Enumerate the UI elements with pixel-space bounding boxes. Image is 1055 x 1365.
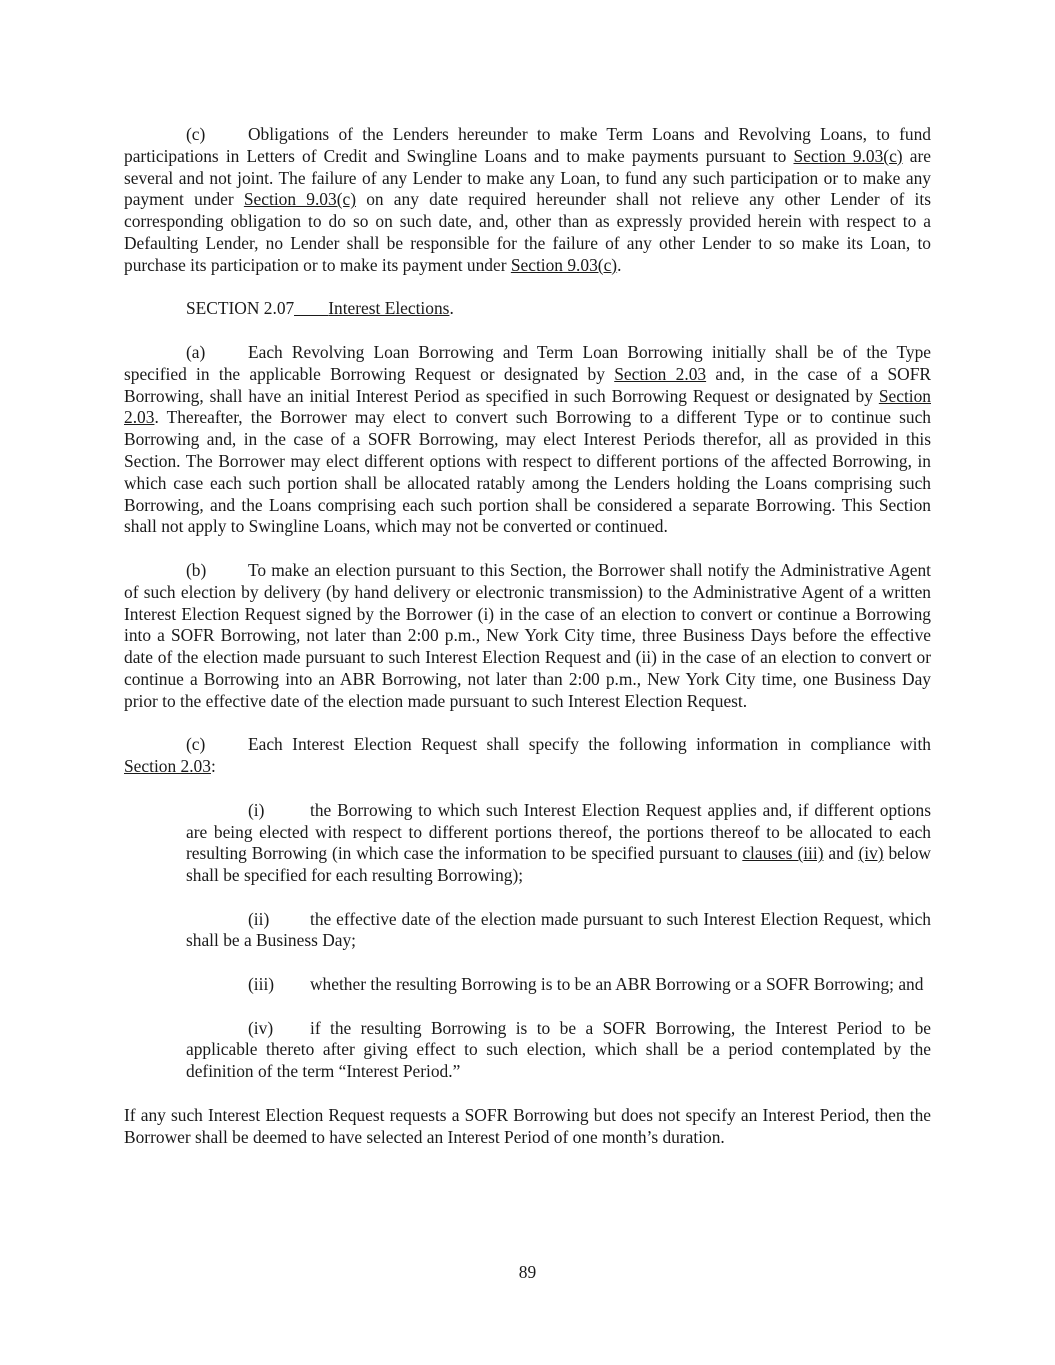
heading-underline-gap [294,299,328,316]
paragraph-c-obligations [124,124,931,277]
clause-reference: clauses (iii) [742,843,824,864]
paragraph-text: are several and not joint. The failure of any Lender to make any Loan, to fund any such participation or to make any payment under [124,145,932,210]
clause-iv [186,1018,931,1083]
section-reference: Section 9.03(c) [510,254,618,275]
section-reference: Section 2.03 [124,756,211,777]
clause-label: (i) [248,799,265,820]
section-reference: Section 2.03 [614,363,707,384]
paragraph-text: . [617,254,622,275]
paragraph-c-specify [124,734,931,778]
clause-text: the Borrowing to which such Interest Election Request applies and, if different options are being elected with respect to different portions thereof, the portions thereof to be allocated to each resulting Borrowing (in which case the information to be specified pursuant to [186,799,931,864]
clause-text: whether the resulting Borrowing is to be an ABR Borrowing or a SOFR Borrowing; and [310,974,924,995]
paragraph-text: and, in the case of a SOFR Borrowing, shall have an initial Interest Period as specified in such Borrowing Request or designated by [124,363,931,406]
section-reference: Section 9.03(c) [243,189,356,210]
paragraph-text: If any such Interest Election Request requests a SOFR Borrowing but does not specify an Interest Period, then the Borrower shall be deemed to have selected an Interest Period of one month’s duration. [124,1104,931,1147]
page-number: 89 [518,1262,537,1282]
paragraph-a [124,342,931,538]
clause-label: (iv) [248,1017,274,1038]
clause-ii [186,909,931,953]
section-title: Interest Elections [328,298,450,319]
clause-text: and [823,843,859,864]
paragraph-text: . Thereafter, the Borrower may elect to convert such Borrowing to a different Type or to continue such Borrowing and, in the case of a SOFR Borrowing, may elect Interest Periods therefor, all as provided in this Section. The Borrower may elect different options with respect to different portions of the affected Borrowing, in which case each such portion shall be allocated ratably among the Lenders holding the Loans comprising such Borrowing, and the Loans comprising each such portion shall be considered a separate Borrowing. This Section shall not apply to Swingline Loans, which may not be converted or continued. [124,407,931,537]
paragraph-label: (b) [186,559,207,580]
paragraph-text: on any date required hereunder shall not relieve any other Lender of its corresponding obligation to do so on such date, and, other than as expressly provided herein with respect to a Defaulting Lender, no Lender shall be responsible for the failure of any other Lender to so make its Loan, to purchase its participation or to make its payment under [124,189,931,275]
paragraph-text: Each Interest Election Request shall specify the following information in compliance with [248,734,931,755]
clause-text: if the resulting Borrowing is to be a SOFR Borrowing, the Interest Period to be applicable thereto after giving effect to such election, which shall be a period contemplated by the definition of the term “Interest Period.” [186,1017,931,1082]
clause-reference: (iv) [858,843,884,864]
paragraph-text: Each Revolving Loan Borrowing and Term Loan Borrowing initially shall be of the Type specified in the applicable Borrowing Request or designated by [124,341,931,384]
clause-label: (iii) [248,974,275,995]
clause-i [186,800,931,887]
paragraph-label: (a) [186,341,206,362]
paragraph-text: : [210,756,216,777]
section-title-period: . [449,298,454,319]
section-reference: Section 2.03 [124,385,931,428]
clause-text: the effective date of the election made pursuant to such Interest Election Request, which shall be a Business Day; [186,908,931,951]
paragraph-label: (c) [186,124,206,144]
paragraph-b [124,560,931,713]
clause-iii [186,974,931,996]
section-number: SECTION 2.07 [186,298,295,319]
paragraph-text: Obligations of the Lenders hereunder to make Term Loans and Revolving Loans, to fund participations in Letters of Credit and Swingline Loans and to make payments pursuant to [124,124,931,166]
paragraph-text: To make an election pursuant to this Section, the Borrower shall notify the Administrative Agent of such election by delivery (by hand delivery or electronic transmission) to the Administrative Agent of a written Interest Election Request signed by the Borrower (i) in the case of an election to convert or continue a Borrowing into a SOFR Borrowing, not later than 2:00 p.m., New York City time, three Business Days before the effective date of the election made pursuant to such Interest Election Request and (ii) in the case of an election to convert or continue a Borrowing into an ABR Borrowing, not later than 2:00 p.m., New York City time, one Business Day prior to the effective date of the election made pursuant to such Interest Election Request. [124,559,931,711]
clause-text: below shall be specified for each resulting Borrowing); [186,843,931,886]
document-page [124,124,931,1148]
paragraph-label: (c) [186,734,206,755]
clause-label: (ii) [248,908,270,929]
closing-paragraph [124,1105,931,1149]
section-reference: Section 9.03(c) [793,145,903,166]
section-heading [124,298,931,320]
